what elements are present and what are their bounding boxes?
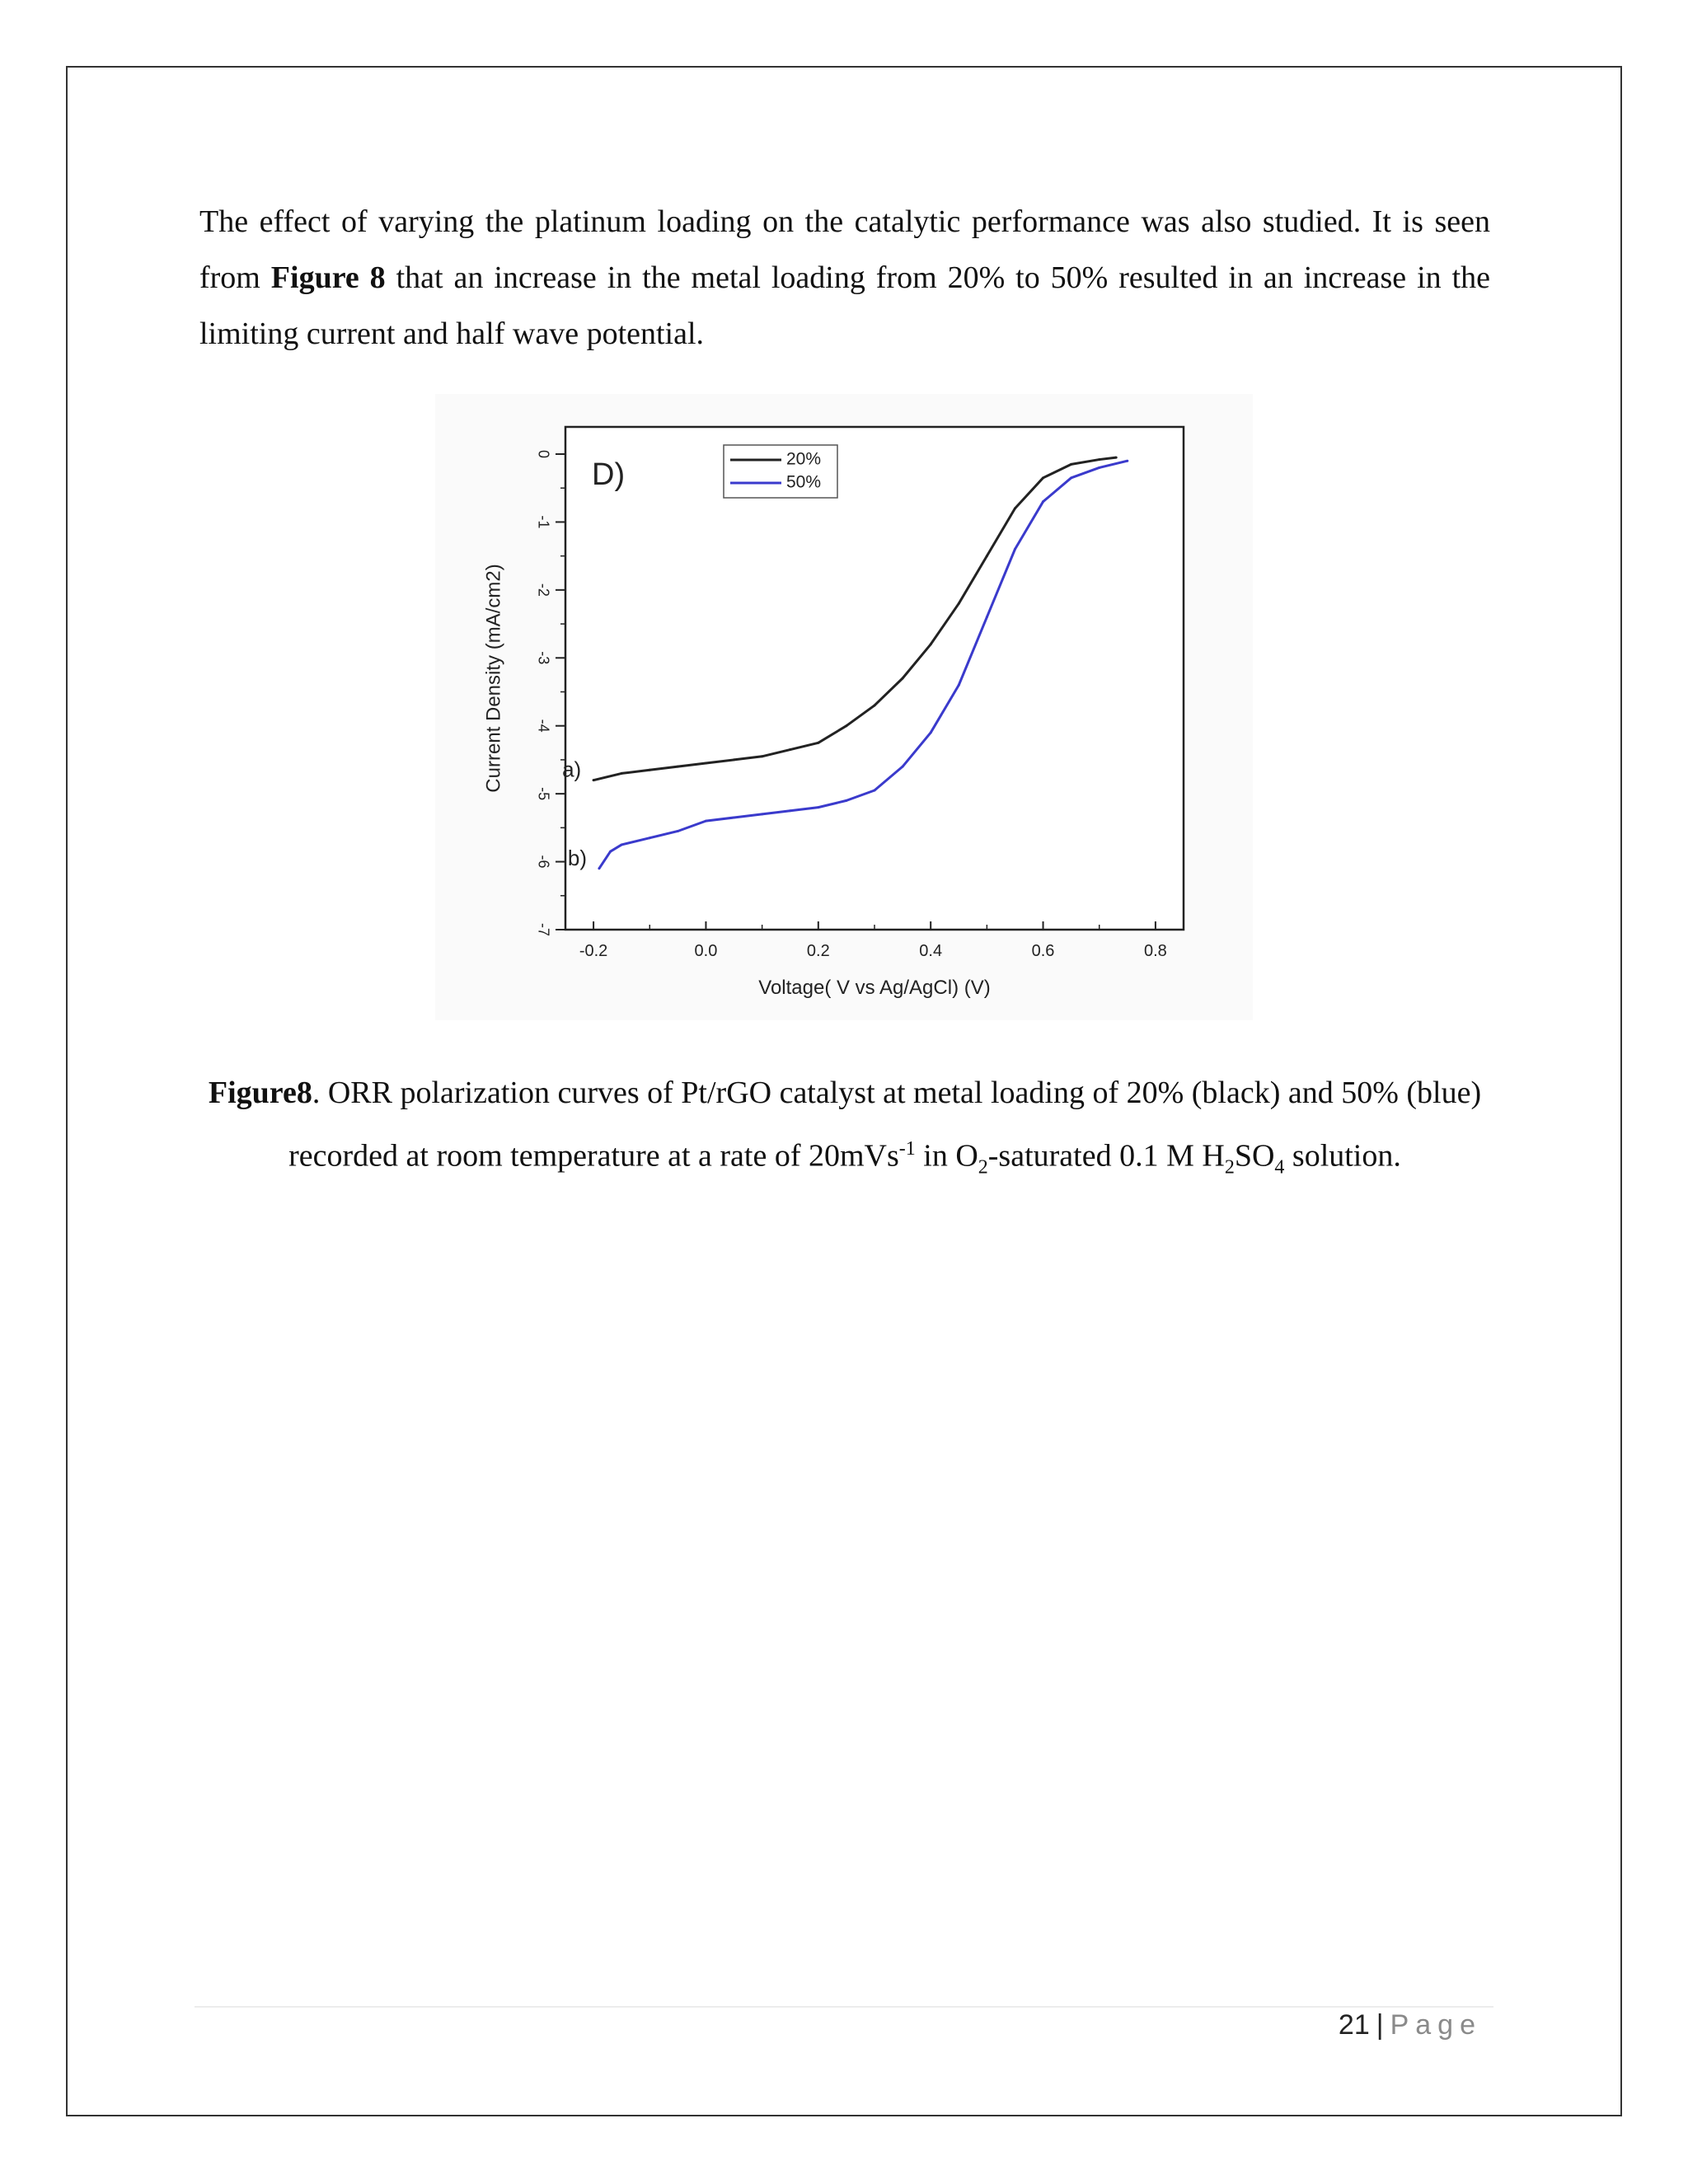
- x-tick-label: -0.2: [579, 942, 608, 960]
- data-point: [677, 766, 679, 768]
- data-point: [1042, 476, 1044, 479]
- panel-label: D): [592, 457, 626, 492]
- data-point: [621, 772, 623, 775]
- x-tick-label: 0.4: [919, 942, 943, 960]
- data-point: [733, 758, 735, 761]
- body-paragraph: [199, 194, 1490, 362]
- data-point: [986, 616, 988, 618]
- data-point: [649, 769, 651, 771]
- data-point: [845, 799, 847, 802]
- figure-reference: Figure 8: [270, 260, 386, 295]
- data-point: [874, 790, 876, 792]
- data-point: [789, 809, 791, 812]
- caption-subscript-o2: 2: [978, 1156, 988, 1179]
- y-tick-label: -6: [535, 855, 552, 869]
- y-tick-label: -3: [535, 651, 552, 665]
- data-point: [677, 830, 679, 832]
- page-footer: [1339, 2009, 1482, 2041]
- data-point: [705, 820, 707, 823]
- data-point: [761, 755, 763, 757]
- caption-subscript-h2: 2: [1224, 1156, 1235, 1179]
- data-point: [1126, 460, 1128, 462]
- data-point: [621, 843, 623, 846]
- x-tick-label: 0.8: [1144, 942, 1167, 960]
- y-tick-label: -4: [535, 719, 552, 733]
- footer-rule: [195, 2006, 1493, 2008]
- curve-label: a): [562, 757, 582, 782]
- data-point: [705, 762, 707, 765]
- data-point: [902, 766, 904, 768]
- plot-frame: [565, 427, 1184, 930]
- paragraph-text-after: that an increase in the metal loading from 20% to 50% resulted in an increase in the limiting current and half wave potential.: [199, 260, 1491, 351]
- data-point: [986, 555, 988, 557]
- y-tick-label: -5: [535, 787, 552, 801]
- data-point: [958, 602, 960, 605]
- data-point: [817, 742, 819, 744]
- caption-text-1: . ORR polarization curves of Pt/rGO catalyst at metal loading of 20% (black) and 50% (blue) recorded at room temperature at a rate of 20mVs: [288, 1076, 1482, 1174]
- caption-text-4: SO: [1234, 1138, 1275, 1174]
- x-tick-label: 0.0: [694, 942, 718, 960]
- y-tick-label: -7: [535, 922, 552, 937]
- data-point: [845, 724, 847, 727]
- data-point: [1070, 476, 1072, 479]
- data-point: [1098, 458, 1100, 461]
- page-number: 21: [1338, 2009, 1370, 2041]
- legend-label: 50%: [786, 472, 822, 492]
- data-point: [1115, 457, 1118, 459]
- legend-label: 20%: [786, 449, 822, 469]
- footer-separator: |: [1376, 2009, 1384, 2041]
- x-tick-label: 0.6: [1031, 942, 1055, 960]
- caption-subscript-so4: 4: [1274, 1156, 1285, 1179]
- data-point: [1014, 507, 1016, 509]
- caption-text-3: -saturated 0.1 M H: [987, 1138, 1225, 1174]
- figure-8: [435, 394, 1253, 1020]
- data-point: [761, 813, 763, 815]
- data-point: [649, 837, 651, 839]
- data-point: [874, 704, 876, 706]
- x-tick-label: 0.2: [806, 942, 830, 960]
- y-tick-label: -2: [535, 583, 552, 597]
- caption-text-5: solution.: [1284, 1138, 1401, 1174]
- figure-caption: [199, 1065, 1490, 1195]
- caption-superscript: -1: [898, 1138, 916, 1160]
- data-point: [598, 867, 600, 869]
- data-point: [593, 779, 595, 781]
- y-axis-label: Current Density (mA/cm2): [482, 564, 505, 793]
- data-point: [1070, 463, 1072, 466]
- orr-polarization-chart: [435, 394, 1253, 1020]
- curve-label: b): [567, 845, 588, 870]
- data-point: [1098, 466, 1100, 469]
- data-point: [1042, 500, 1044, 503]
- y-tick-label: 0: [535, 449, 552, 458]
- data-point: [789, 748, 791, 751]
- paragraph-text-before: The effect of varying the platinum loading on the catalytic performance was also studied. It is seen from: [199, 204, 1490, 295]
- y-tick-label: -1: [535, 515, 552, 529]
- data-point: [817, 806, 819, 808]
- data-point: [902, 677, 904, 680]
- caption-label: Figure8: [208, 1076, 312, 1110]
- data-point: [733, 816, 735, 818]
- data-point: [930, 731, 932, 733]
- data-point: [958, 684, 960, 687]
- page-word: Page: [1390, 2009, 1482, 2041]
- x-axis-label: Voltage( V vs Ag/AgCl) (V): [758, 977, 991, 999]
- caption-text-2: in O: [915, 1138, 978, 1174]
- data-point: [1014, 548, 1016, 551]
- data-point: [609, 851, 612, 853]
- data-point: [930, 643, 932, 645]
